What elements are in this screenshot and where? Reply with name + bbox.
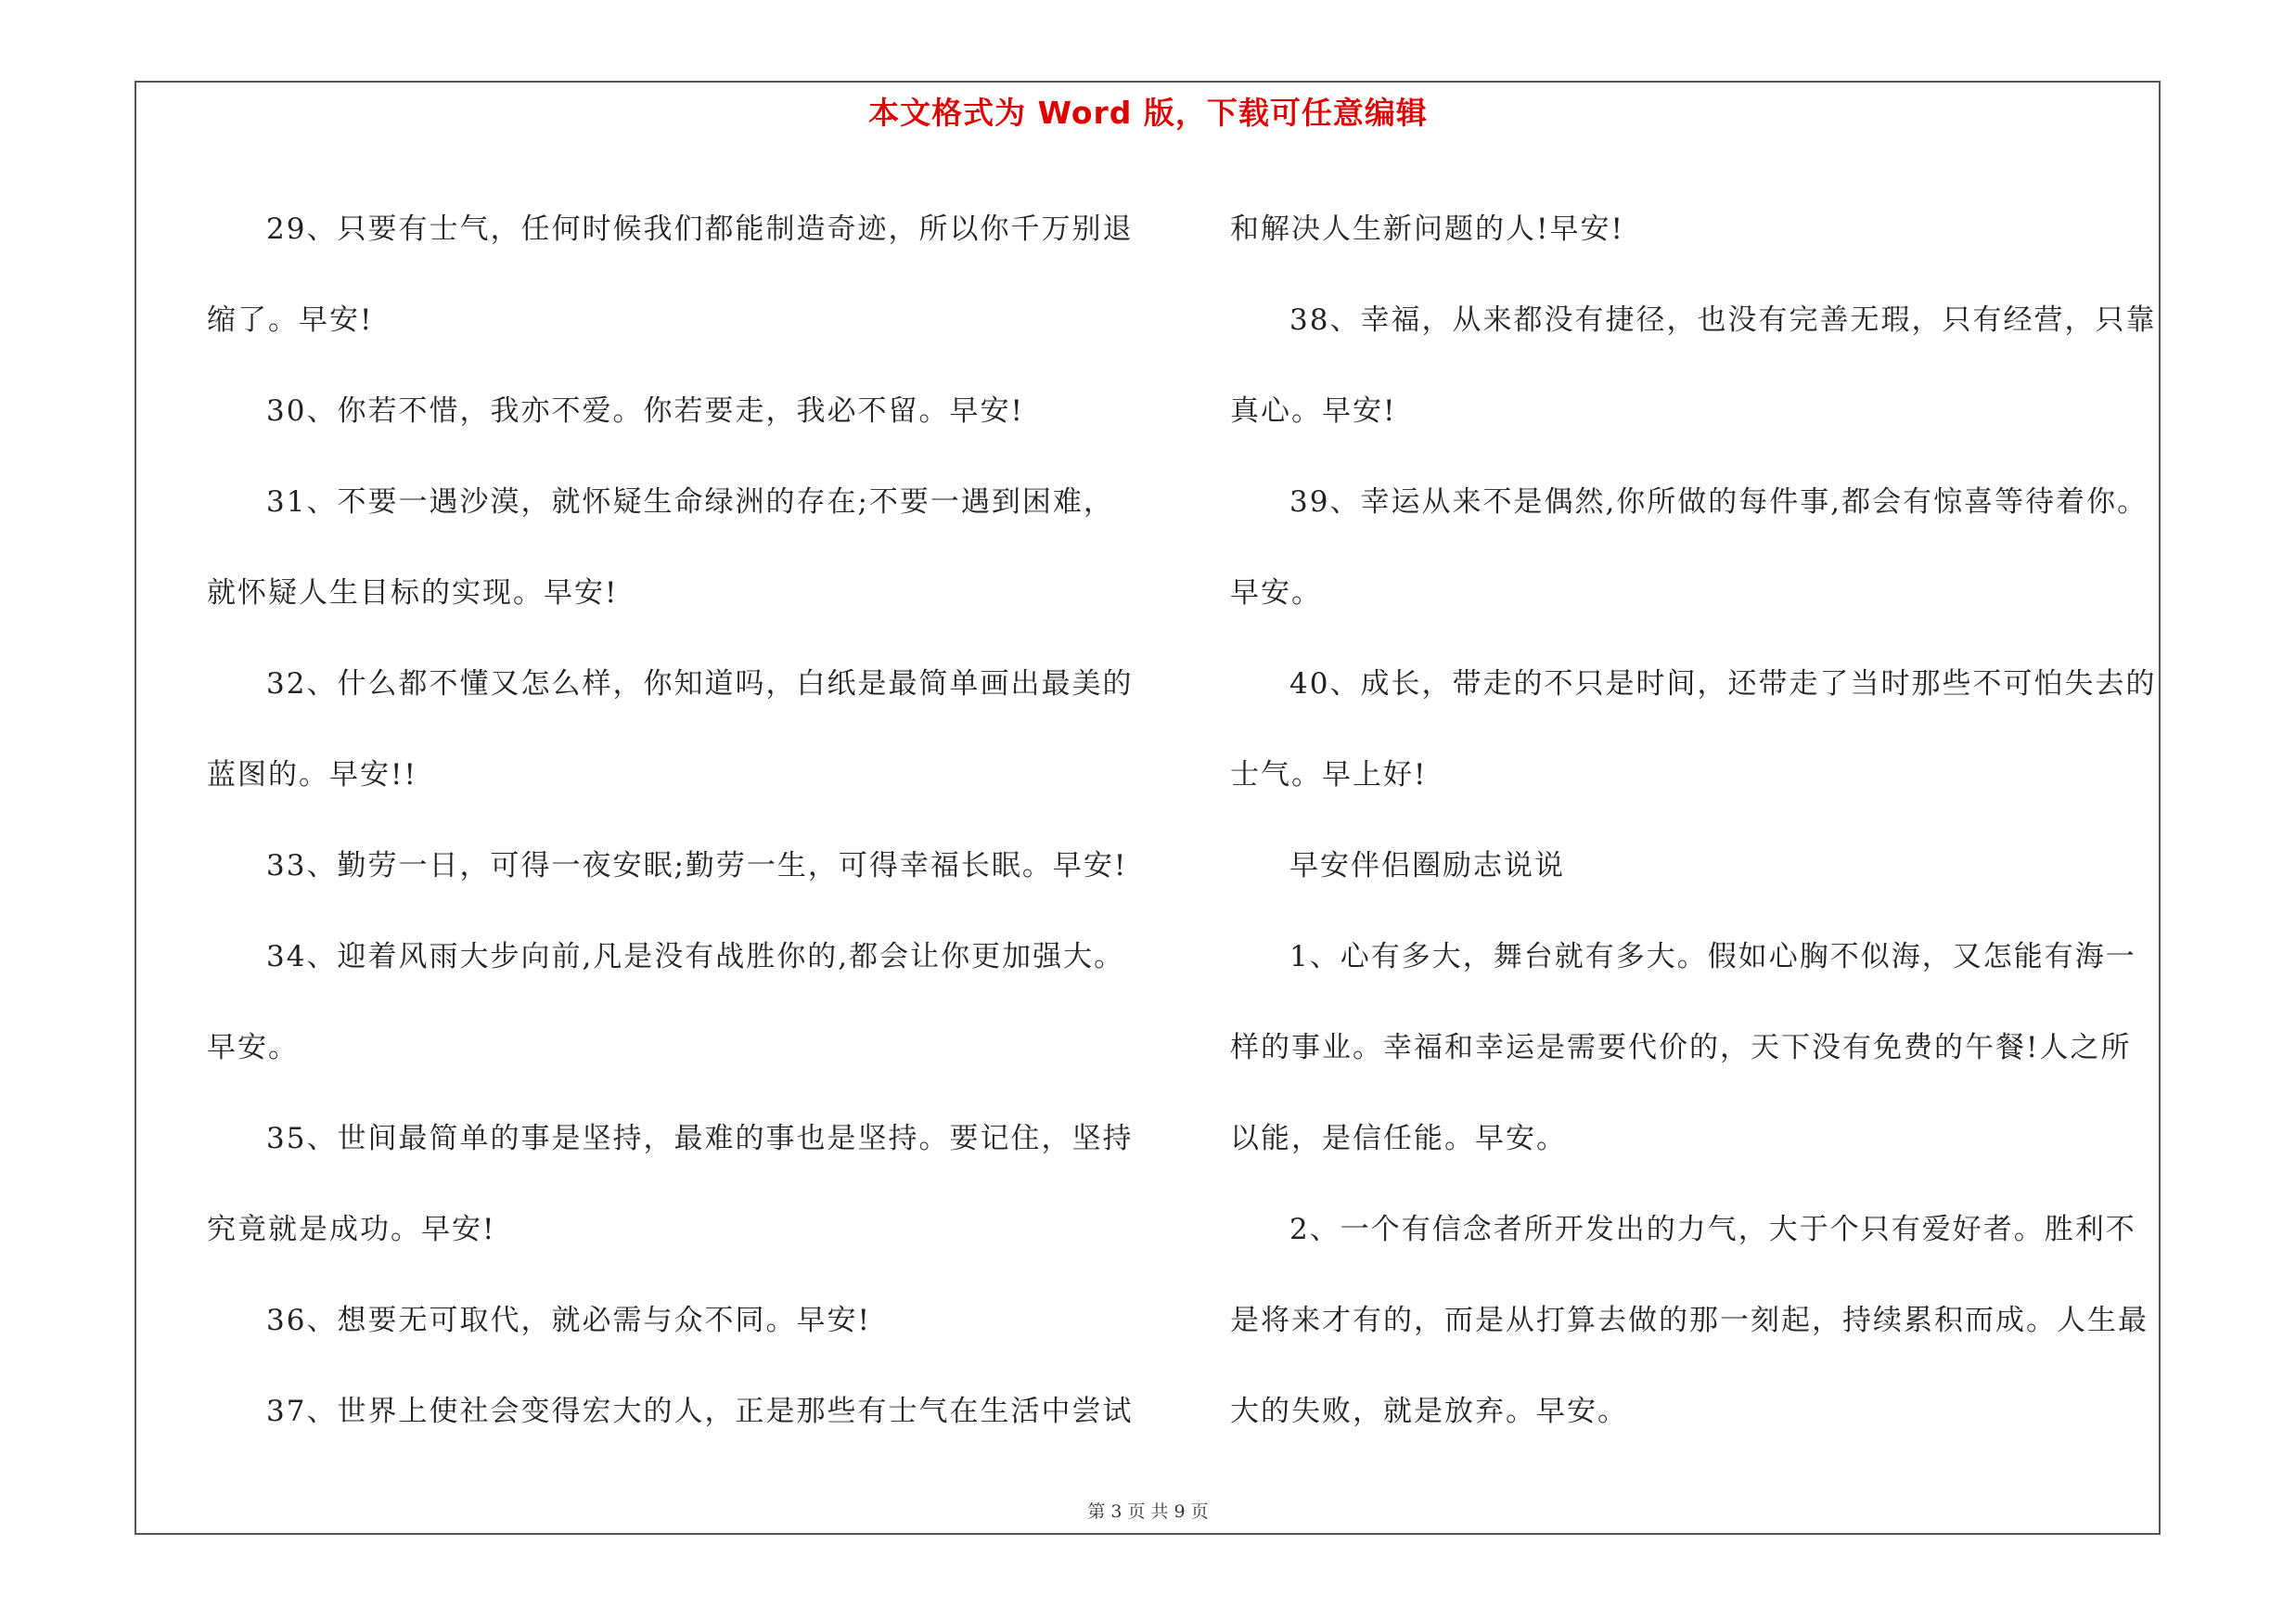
text-line: 缩了。早安! xyxy=(207,303,374,337)
left-text-column xyxy=(207,184,1135,1457)
text-line: 真心。早安! xyxy=(1230,394,1397,428)
text-line: 究竟就是成功。早安! xyxy=(207,1213,496,1246)
text-line: 29、只要有士气，任何时候我们都能制造奇迹，所以你千万别退 xyxy=(266,213,1134,246)
text-line: 样的事业。幸福和幸运是需要代价的，天下没有免费的午餐!人之所 xyxy=(1230,1031,2132,1064)
text-line: 37、世界上使社会变得宏大的人，正是那些有士气在生活中尝试 xyxy=(266,1395,1134,1428)
text-line: 39、幸运从来不是偶然,你所做的每件事,都会有惊喜等待着你。 xyxy=(1289,485,2148,519)
text-line: 38、幸福，从来都没有捷径，也没有完善无瑕，只有经营，只靠 xyxy=(1289,303,2157,337)
section-heading: 早安伴侣圈励志说说 xyxy=(1289,849,1565,882)
text-line: 33、勤劳一日，可得一夜安眠;勤劳一生，可得幸福长眠。早安! xyxy=(266,849,1128,882)
text-line: 2、一个有信念者所开发出的力气，大于个只有爱好者。胜利不 xyxy=(1289,1213,2136,1246)
text-line: 36、想要无可取代，就必需与众不同。早安! xyxy=(266,1304,871,1337)
format-banner: 本文格式为 Word 版，下载可任意编辑 xyxy=(868,95,1428,131)
text-line: 35、世间最简单的事是坚持，最难的事也是坚持。要记住，坚持 xyxy=(266,1122,1134,1155)
text-line: 士气。早上好! xyxy=(1230,758,1428,792)
text-line: 蓝图的。早安!! xyxy=(207,758,417,792)
text-line: 是将来才有的，而是从打算去做的那一刻起，持续累积而成。人生最 xyxy=(1230,1304,2148,1337)
text-line: 34、迎着风雨大步向前,凡是没有战胜你的,都会让你更加强大。 xyxy=(266,940,1125,973)
text-line: 就怀疑人生目标的实现。早安! xyxy=(207,576,619,610)
text-line: 32、什么都不懂又怎么样，你知道吗，白纸是最简单画出最美的 xyxy=(266,667,1134,701)
right-text-column xyxy=(1230,184,2157,1457)
page-number-footer: 第 3 页 共 9 页 xyxy=(1087,1501,1209,1522)
text-line: 早安。 xyxy=(207,1031,299,1064)
text-line: 30、你若不惜，我亦不爱。你若要走，我必不留。早安! xyxy=(266,394,1024,428)
text-line: 31、不要一遇沙漠，就怀疑生命绿洲的存在;不要一遇到困难， xyxy=(266,485,1114,519)
text-line: 以能，是信任能。早安。 xyxy=(1230,1122,1567,1155)
text-line: 和解决人生新问题的人!早安! xyxy=(1230,213,1624,246)
text-line: 大的失败，就是放弃。早安。 xyxy=(1230,1395,1628,1428)
text-line: 早安。 xyxy=(1230,576,1322,610)
text-line: 40、成长，带走的不只是时间，还带走了当时那些不可怕失去的 xyxy=(1289,667,2157,701)
text-line: 1、心有多大，舞台就有多大。假如心胸不似海，又怎能有海一 xyxy=(1289,940,2136,973)
